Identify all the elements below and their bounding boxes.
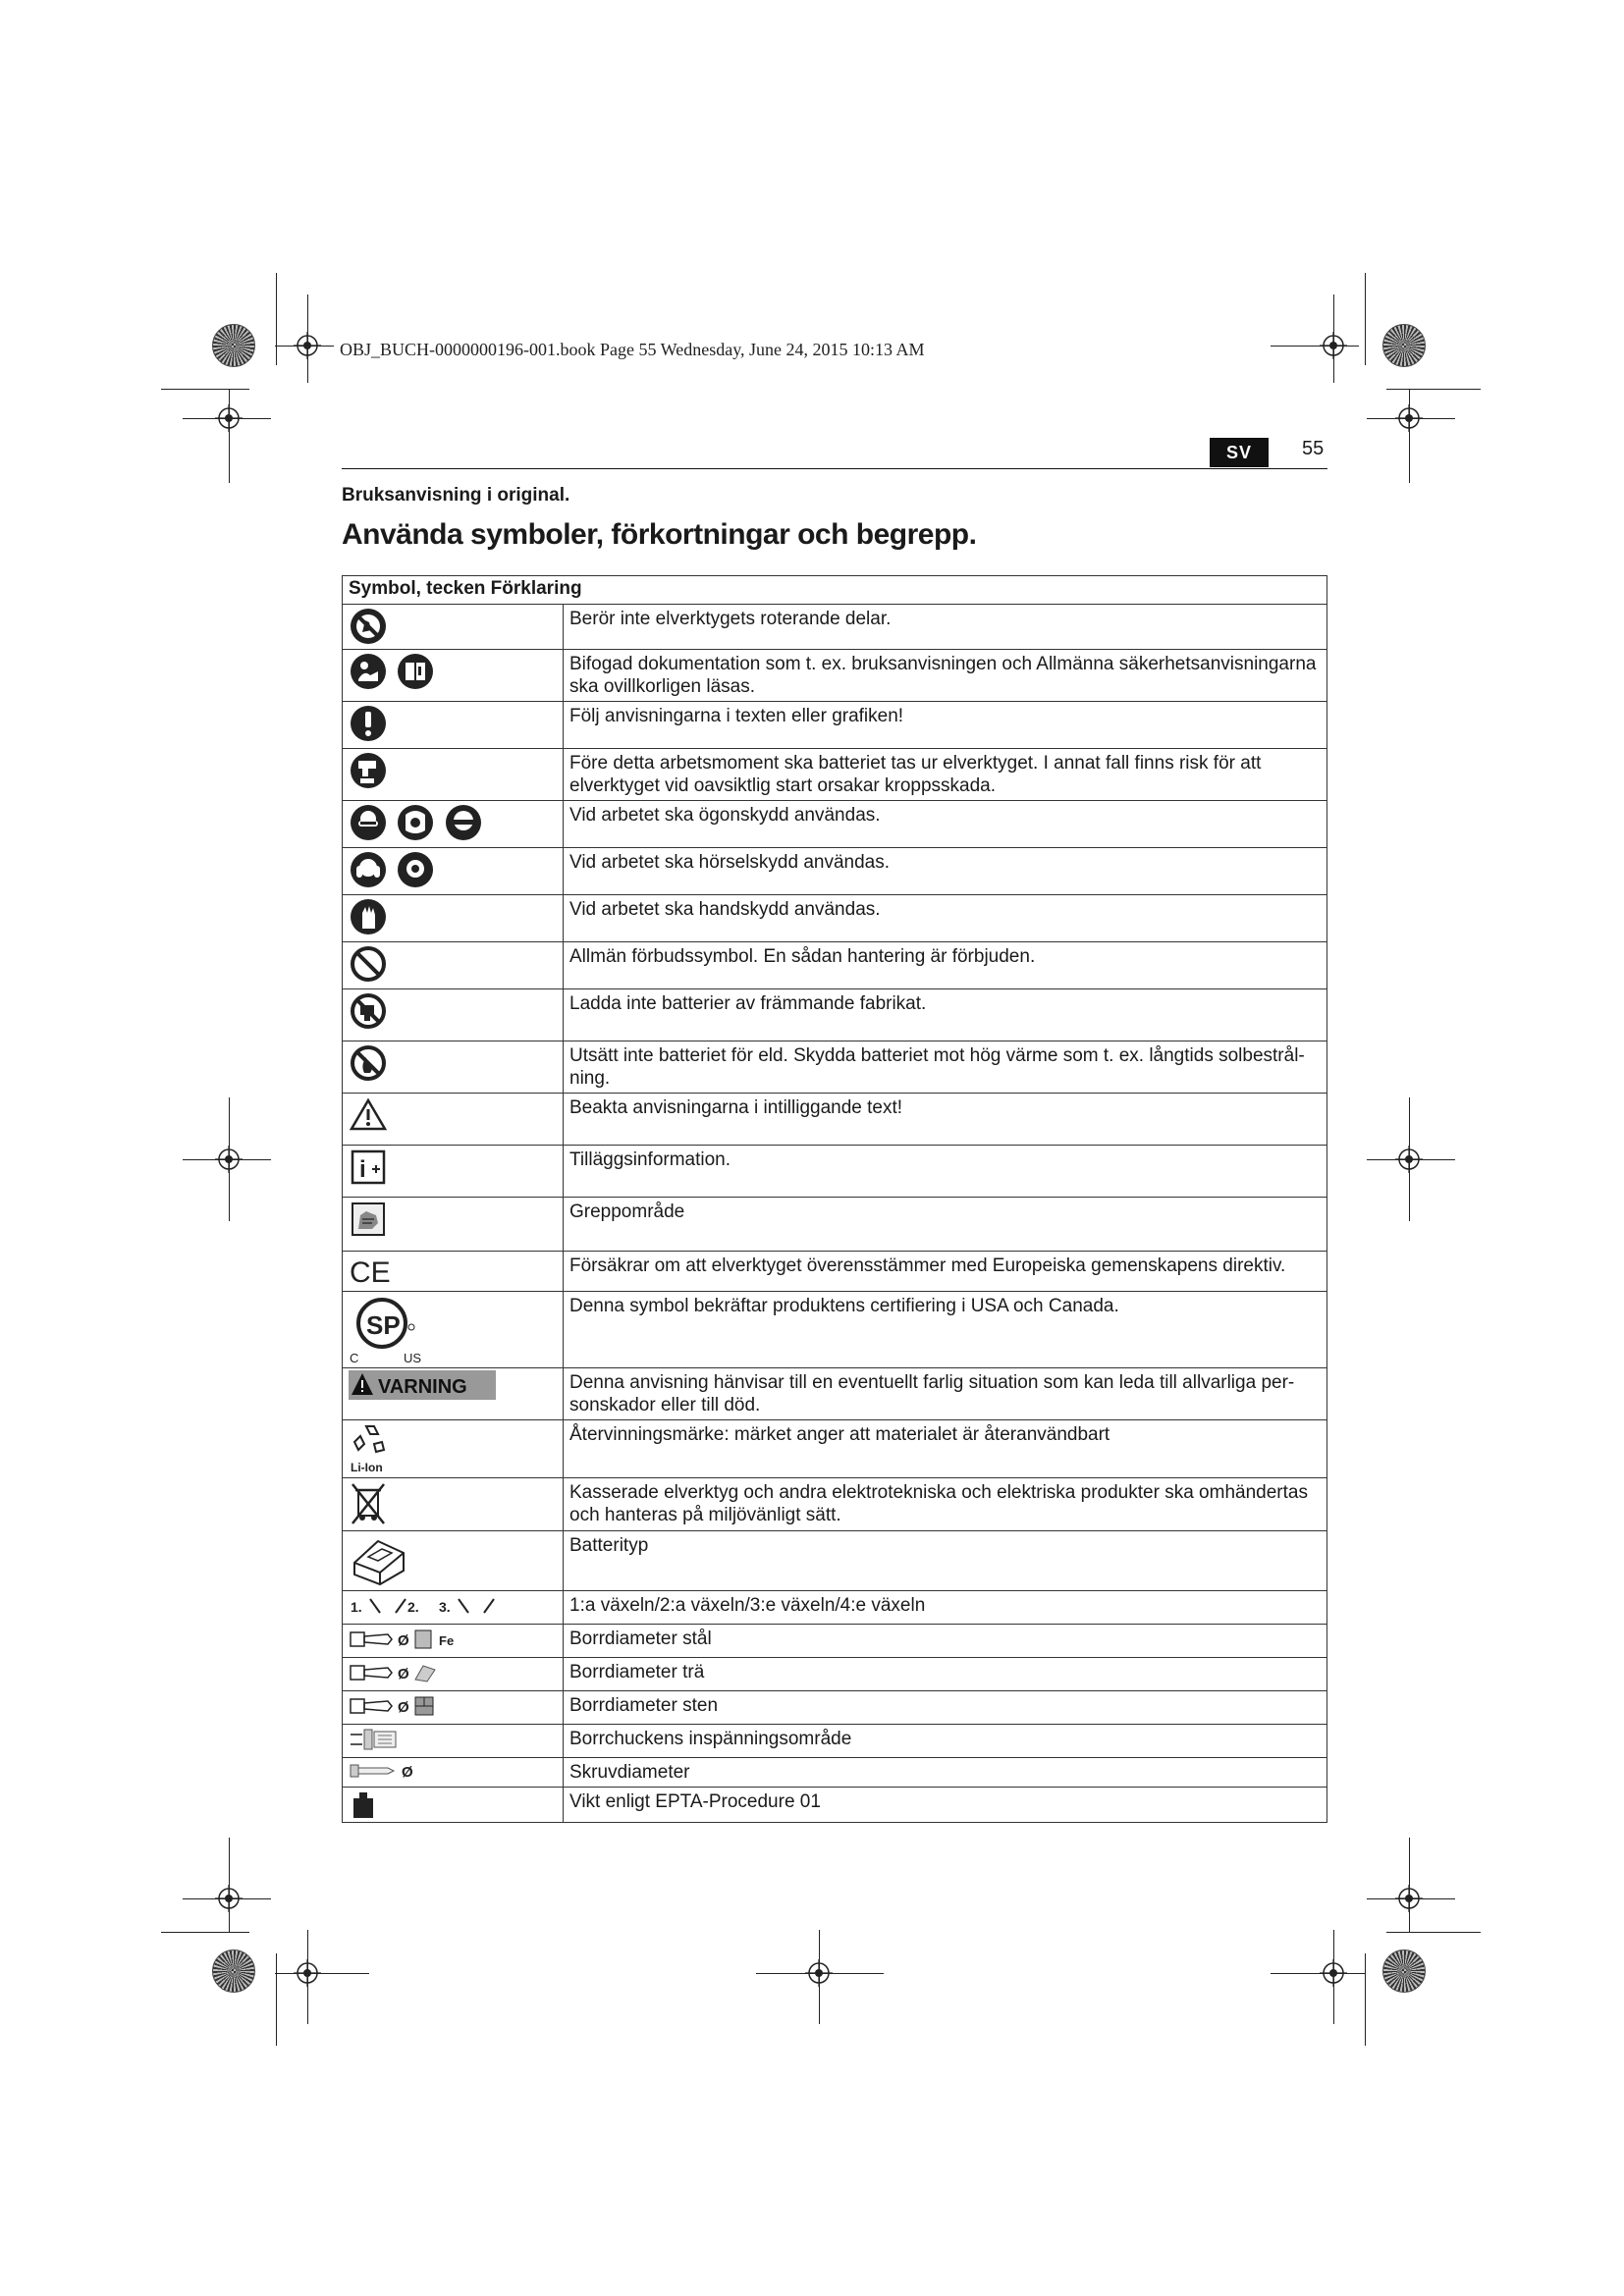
- registration-wheel-icon: [1382, 324, 1426, 367]
- svg-text:Ø: Ø: [398, 1699, 409, 1716]
- row-text: Vikt enligt EPTA-Procedure 01: [564, 1788, 1327, 1823]
- row-text: Allmän förbudssymbol. En sådan hantering är förbjuden.: [564, 942, 1327, 989]
- document-title: Använda symboler, förkortningar och begrepp.: [342, 518, 977, 551]
- table-row: [343, 605, 1327, 650]
- svg-text:VARNING: VARNING: [378, 1376, 467, 1398]
- table-row: [343, 1420, 1327, 1478]
- row-text: Utsätt inte batteriet för eld. Skydda batteriet mot hög värme som t. ex. långtids solbestrål-ning.: [564, 1041, 1327, 1094]
- exclamation-icon: [349, 704, 388, 743]
- row-text: Denna symbol bekräftar produktens certifiering i USA och Canada.: [564, 1292, 1327, 1368]
- table-row: [343, 942, 1327, 989]
- no-foreign-battery-icon: [349, 991, 388, 1031]
- table-row: [343, 1658, 1327, 1691]
- drill-steel-icon: [349, 1627, 486, 1652]
- table-header: Symbol, tecken Förklaring: [343, 576, 1327, 605]
- varning-label-icon: [349, 1370, 496, 1400]
- svg-text:C: C: [350, 1351, 359, 1364]
- ce-mark-icon: [349, 1254, 394, 1287]
- row-text: Vid arbetet ska hörselskydd användas.: [564, 848, 1327, 895]
- row-text: Återvinningsmärke: märket anger att materialet är återanvändbart: [564, 1420, 1327, 1478]
- table-row: [343, 1478, 1327, 1531]
- ear-muffs-icon: [349, 850, 388, 889]
- prohibition-icon: [349, 944, 388, 984]
- svg-text:Ø: Ø: [398, 1666, 409, 1682]
- no-fire-battery-icon: [349, 1043, 388, 1083]
- battery-pack-icon: [349, 1533, 409, 1588]
- row-text: 1:a växeln/2:a växeln/3:e växeln/4:e växeln: [564, 1591, 1327, 1625]
- svg-text:1.: 1.: [351, 1599, 362, 1615]
- row-text: Ladda inte batterier av främmande fabrikat.: [564, 989, 1327, 1041]
- row-text: Kasserade elverktyg och andra elektrotekniska och elektriska produkter ska omhändertas och hanteras på miljövänligt sätt.: [564, 1478, 1327, 1531]
- screw-diameter-icon: [349, 1760, 427, 1782]
- table-header-row: [343, 576, 1327, 605]
- gear-switch-icon: [349, 1593, 506, 1619]
- header-rule: [342, 468, 1327, 469]
- table-row: [343, 1198, 1327, 1252]
- table-row: [343, 1531, 1327, 1591]
- row-text: Borrchuckens inspänningsområde: [564, 1725, 1327, 1758]
- symbol-table: [342, 575, 1327, 1823]
- svg-text:Ø: Ø: [402, 1764, 413, 1781]
- table-row: [343, 1758, 1327, 1788]
- chuck-range-icon: [349, 1727, 407, 1752]
- table-row: [343, 1292, 1327, 1368]
- ear-protection-icon: [396, 850, 435, 889]
- row-text: Vid arbetet ska handskydd användas.: [564, 895, 1327, 942]
- row-text: Denna anvisning hänvisar till en eventuellt farlig situation som kan leda till allvarliga per-sonskador eller till död.: [564, 1368, 1327, 1420]
- read-manual-icon: [349, 652, 388, 691]
- crossed-bin-icon: [349, 1480, 388, 1527]
- drill-wood-icon: [349, 1660, 466, 1685]
- svg-text:US: US: [404, 1351, 422, 1364]
- table-row: [343, 895, 1327, 942]
- read-booklet-icon: [396, 652, 435, 691]
- row-text: Följ anvisningarna i texten eller grafiken!: [564, 702, 1327, 749]
- table-row: [343, 1094, 1327, 1146]
- gloves-icon: [349, 897, 388, 936]
- do-not-touch-rotating-icon: [349, 607, 388, 646]
- registration-wheel-icon: [212, 324, 255, 367]
- row-text: Berör inte elverktygets roterande delar.: [564, 605, 1327, 650]
- document-subtitle: Bruksanvisning i original.: [342, 485, 570, 506]
- table-row: [343, 1788, 1327, 1823]
- row-text: Batterityp: [564, 1531, 1327, 1591]
- svg-text:CE: CE: [350, 1256, 391, 1287]
- weight-icon: [349, 1789, 378, 1819]
- row-text: Försäkrar om att elverktyget överensstämmer med Europeiska gemenskapens direktiv.: [564, 1252, 1327, 1292]
- table-row: [343, 801, 1327, 848]
- svg-text:Fe: Fe: [439, 1633, 455, 1648]
- svg-text:Ø: Ø: [398, 1632, 409, 1649]
- row-text: Tilläggsinformation.: [564, 1146, 1327, 1198]
- row-text: Borrdiameter sten: [564, 1691, 1327, 1725]
- info-plus-icon: [349, 1148, 388, 1187]
- svg-text:3.: 3.: [439, 1599, 451, 1615]
- table-row: [343, 749, 1327, 801]
- row-text: Vid arbetet ska ögonskydd användas.: [564, 801, 1327, 848]
- table-row: [343, 702, 1327, 749]
- row-text: Borrdiameter stål: [564, 1625, 1327, 1658]
- recycling-li-ion-icon: [349, 1422, 392, 1475]
- table-row: [343, 1252, 1327, 1292]
- table-row: [343, 1691, 1327, 1725]
- row-text: Före detta arbetsmoment ska batteriet tas ur elverktyget. I annat fall finns risk för att elverktyget vid oavsiktlig start orsakar kroppsskada.: [564, 749, 1327, 801]
- row-text: Beakta anvisningarna i intilliggande text!: [564, 1094, 1327, 1146]
- table-row: [343, 1146, 1327, 1198]
- table-row: [343, 1725, 1327, 1758]
- file-header: OBJ_BUCH-0000000196-001.book Page 55 Wednesday, June 24, 2015 10:13 AM: [340, 340, 925, 359]
- row-text: Greppområde: [564, 1198, 1327, 1252]
- registration-wheel-icon: [212, 1949, 255, 1993]
- table-row: [343, 1041, 1327, 1094]
- page-number: 55: [1302, 438, 1325, 459]
- row-text: Bifogad dokumentation som t. ex. bruksanvisningen och Allmänna säkerhetsanvisningarna ska ovillkorligen läsas.: [564, 650, 1327, 702]
- svg-text:SP: SP: [366, 1310, 401, 1340]
- table-row: [343, 1591, 1327, 1625]
- row-text: Borrdiameter trä: [564, 1658, 1327, 1691]
- warning-triangle-icon: [349, 1095, 388, 1135]
- svg-text:i: i: [359, 1156, 366, 1183]
- table-row: [343, 650, 1327, 702]
- row-text: Skruvdiameter: [564, 1758, 1327, 1788]
- remove-battery-icon: [349, 751, 388, 790]
- table-row: [343, 848, 1327, 895]
- goggles-icon: [349, 803, 388, 842]
- language-badge: SV: [1210, 438, 1269, 467]
- face-shield-icon: [396, 803, 435, 842]
- svg-text:2.: 2.: [407, 1599, 419, 1615]
- csa-mark-icon: [349, 1294, 437, 1364]
- drill-stone-icon: [349, 1693, 466, 1719]
- table-row: [343, 1368, 1327, 1420]
- table-row: [343, 1625, 1327, 1658]
- svg-text:Li-Ion: Li-Ion: [351, 1461, 383, 1474]
- safety-glasses-icon: [444, 803, 483, 842]
- registration-wheel-icon: [1382, 1949, 1426, 1993]
- table-row: [343, 989, 1327, 1041]
- grip-area-icon: [349, 1200, 388, 1239]
